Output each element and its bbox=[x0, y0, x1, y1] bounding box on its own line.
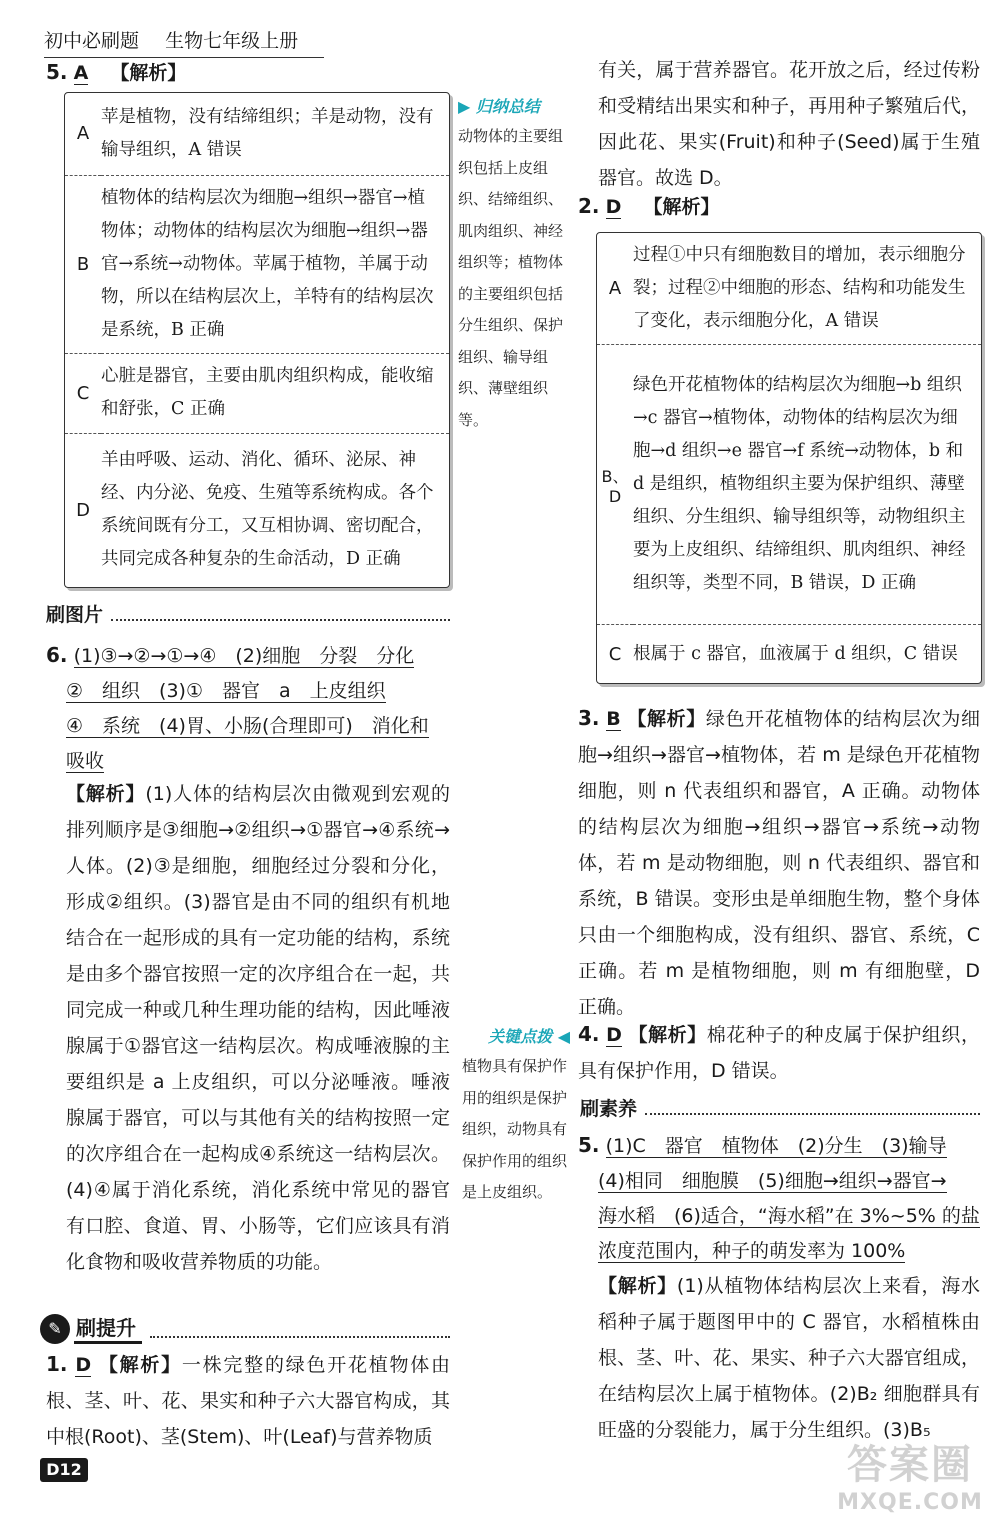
table-row bbox=[597, 625, 981, 684]
q4 bbox=[578, 1016, 980, 1089]
q2-table bbox=[597, 233, 981, 683]
answer-line: (1)③→②→①→④ (2)细胞 分裂 分化 bbox=[73, 645, 415, 667]
answer-line: 吸收 bbox=[66, 750, 105, 772]
table-row bbox=[65, 353, 449, 433]
q1-left bbox=[46, 1346, 450, 1455]
watermark-logo: 答案圈 bbox=[847, 1442, 973, 1488]
answer-line: (1)C 器官 植物体 (2)分生 (3)输导 bbox=[605, 1135, 947, 1157]
question-number: 2. bbox=[578, 194, 600, 218]
pencil-icon: ✎ bbox=[40, 1314, 70, 1344]
section-improve bbox=[40, 1312, 450, 1344]
row-label: B、D bbox=[597, 345, 633, 625]
q5-table bbox=[65, 93, 449, 587]
section-literacy bbox=[580, 1094, 980, 1121]
q2-analysis-table bbox=[596, 232, 982, 684]
q3 bbox=[578, 700, 980, 1025]
answer-letter: D bbox=[606, 1024, 622, 1046]
analysis-label: 【解析】 bbox=[628, 1024, 707, 1046]
q5b-analysis bbox=[598, 1268, 980, 1448]
analysis-label: 【解析】 bbox=[110, 62, 187, 84]
analysis-text: 绿色开花植物体的结构层次为细胞→组织→器官→植物体，若 m 是绿色开花植物细胞，则 n 代表组织和器官，A 正确。动物体的结构层次为细胞→组织→器官→系统→动物体，若 m 是动物细胞，则 n 代表组织、器官和系统，B 错误。变形虫是单细胞生物，整个身体只由一个细胞构成，没有组织、器官、系统，C 正确。若 m 是植物细胞，则 m 有细胞壁，D 正确。 bbox=[578, 708, 980, 1018]
row-text: 根属于 c 器官，血液属于 d 组织，C 错误 bbox=[633, 625, 981, 684]
row-label: C bbox=[65, 353, 101, 433]
row-text: 苹是植物，没有结缔组织；羊是动物，没有输导组织，A 错误 bbox=[101, 106, 434, 160]
dotted-divider bbox=[111, 618, 450, 621]
answer-letter: B bbox=[606, 708, 621, 730]
dotted-divider bbox=[645, 1112, 980, 1115]
row-text: 过程①中只有细胞数目的增加，表示细胞分裂；过程②中细胞的形态、结构和功能发生了变化，表示细胞分化，A 错误 bbox=[633, 245, 966, 331]
analysis-label: 【解析】 bbox=[643, 196, 720, 218]
answer-letter: D bbox=[75, 1354, 92, 1376]
q1-right: 有关，属于营养器官。花开放之后，经过传粉和受精结出果实和种子，再用种子繁殖后代，因此花、果实(Fruit)和种子(Seed)属于生殖器官。故选 D。 bbox=[598, 59, 980, 189]
question-number: 6. bbox=[46, 643, 68, 667]
row-label: B bbox=[65, 175, 101, 353]
q5-header bbox=[46, 58, 186, 85]
section-title: 刷提升 bbox=[74, 1312, 142, 1344]
question-number: 1. bbox=[46, 1352, 68, 1376]
q2-header bbox=[578, 192, 719, 219]
row-label: A bbox=[608, 278, 622, 299]
side-note-text: 动物体的主要组织包括上皮组织、结缔组织、肌肉组织、神经组织等；植物体的主要组织包括分生组织、保护组织、输导组织、薄壁组织等。 bbox=[458, 127, 564, 429]
q6-answer bbox=[46, 638, 450, 779]
table-row bbox=[65, 433, 449, 587]
analysis-text: 一株完整的绿色开花植物体由根、茎、叶、花、果实和种子六大器官构成，其中根(Root)、茎(Stem)、叶(Leaf)与营养物质 bbox=[46, 1354, 450, 1448]
page-header bbox=[44, 26, 324, 54]
answer-line: ② 组织 (3)① 器官 a 上皮组织 bbox=[66, 680, 386, 702]
table-row bbox=[65, 93, 449, 175]
answer-line: 浓度范围内，种子的萌发率为 100% bbox=[598, 1240, 906, 1262]
side-note-title: ▶ 归纳总结 bbox=[458, 97, 540, 116]
analysis-text: (1)从植物体结构层次上来看，海水稻种子属于题图甲中的 C 器官，水稻植株由根、茎、叶、花、果实、种子六大器官组成，在结构层次上属于植物体。(2)B₂ 细胞群具有旺盛的分裂能力，属于分生组织。(3)B₅ bbox=[598, 1275, 980, 1441]
watermark-url: MXQE.COM bbox=[837, 1490, 983, 1515]
table-row bbox=[65, 175, 449, 353]
analysis-label: 【解析】 bbox=[66, 783, 146, 805]
section-title: 刷素养 bbox=[580, 1098, 638, 1120]
section-pictures bbox=[46, 600, 450, 627]
analysis-label: 【解析】 bbox=[627, 708, 706, 730]
answer-line: ④ 系统 (4)胃、小肠(合理即可) 消化和 bbox=[66, 715, 429, 737]
analysis-text: 棉花种子的种皮属于保护组织，具有保护作用，D 错误。 bbox=[578, 1024, 980, 1082]
answer-letter: D bbox=[605, 196, 622, 218]
question-number: 5. bbox=[46, 60, 68, 84]
analysis-label: 【解析】 bbox=[598, 1275, 677, 1297]
watermark bbox=[830, 1440, 990, 1526]
side-note-title: 关键点拨 ◀ bbox=[488, 1027, 570, 1046]
row-label: A bbox=[76, 123, 90, 145]
row-label: C bbox=[597, 625, 633, 684]
side-note-summary bbox=[458, 94, 566, 436]
side-note-text: 植物具有保护作用的组织是保护组织，动物具有保护作用的组织是上皮组织。 bbox=[462, 1057, 568, 1201]
arrow-icon: ◀ bbox=[557, 1027, 570, 1046]
section-title: 刷图片 bbox=[46, 604, 104, 626]
subject-title: 生物七年级上册 bbox=[165, 30, 299, 52]
q5b-answer bbox=[578, 1128, 982, 1269]
analysis-text: (1)人体的结构层次由微观到宏观的排列顺序是③细胞→②组织→①器官→④系统→人体。(2)③是细胞，细胞经过分裂和分化，形成②组织。(3)器官是由不同的组织有机地结合在一起形成的具有一定功能的结构，系统是由多个器官按照一定的次序组合在一起，共同完成一种或几种生理功能的结构，因此唾液腺属于①器官这一结构层次。构成唾液腺的主要组织是 a 上皮组织，可以分泌唾液。唾液腺属于器官，可以与其他有关的结构按照一定的次序组合在一起构成④系统这一结构层次。(4)④属于消化系统，消化系统中常见的器官有口腔、食道、胃、小肠等，它们应该具有消化食物和吸收营养物质的功能。 bbox=[66, 783, 450, 1273]
answer-letter: A bbox=[73, 62, 89, 84]
row-text: 植物体的结构层次为细胞→组织→器官→植物体；动物体的结构层次为细胞→组织→器官→系统→动物体。苹属于植物，羊属于动物，所以在结构层次上，羊特有的结构层次是系统，B 正确 bbox=[101, 175, 449, 353]
arrow-icon: ▶ bbox=[458, 97, 471, 116]
analysis-label: 【解析】 bbox=[98, 1354, 182, 1376]
question-number: 5. bbox=[578, 1133, 600, 1157]
dotted-divider bbox=[150, 1335, 450, 1338]
table-row bbox=[597, 233, 981, 345]
question-number: 3. bbox=[578, 706, 600, 730]
row-text: 心脏是器官，主要由肌肉组织构成，能收缩和舒张，C 正确 bbox=[101, 353, 449, 433]
row-label: D bbox=[65, 433, 101, 587]
table-row bbox=[597, 345, 981, 625]
side-note-key bbox=[462, 1024, 570, 1209]
q6-analysis bbox=[66, 776, 450, 1280]
q5-analysis-table bbox=[64, 92, 450, 588]
answer-line: (4)相同 细胞膜 (5)细胞→组织→器官→ bbox=[598, 1170, 947, 1192]
question-number: 4. bbox=[578, 1022, 600, 1046]
row-text: 羊由呼吸、运动、消化、循环、泌尿、神经、内分泌、免疫、生殖等系统构成。各个系统间既有分工，又互相协调、密切配合，共同完成各种复杂的生命活动，D 正确 bbox=[101, 433, 449, 587]
page-number: D12 bbox=[40, 1458, 88, 1482]
answer-line: 海水稻 (6)适合，“海水稻”在 3%~5% 的盐 bbox=[598, 1205, 980, 1227]
book-title: 初中必刷题 bbox=[44, 30, 140, 52]
row-text: 绿色开花植物体的结构层次为细胞→b 组织→c 器官→植物体，动物体的结构层次为细胞→d 组织→e 器官→f 系统→动物体，b 和 d 是组织，植物组织主要为保护组织、薄壁组织、分生组织、输导组织等，动物组织主要为上皮组织、结缔组织、肌肉组织、神经组织等，类型不同，B 错误，D 正确 bbox=[633, 345, 981, 625]
